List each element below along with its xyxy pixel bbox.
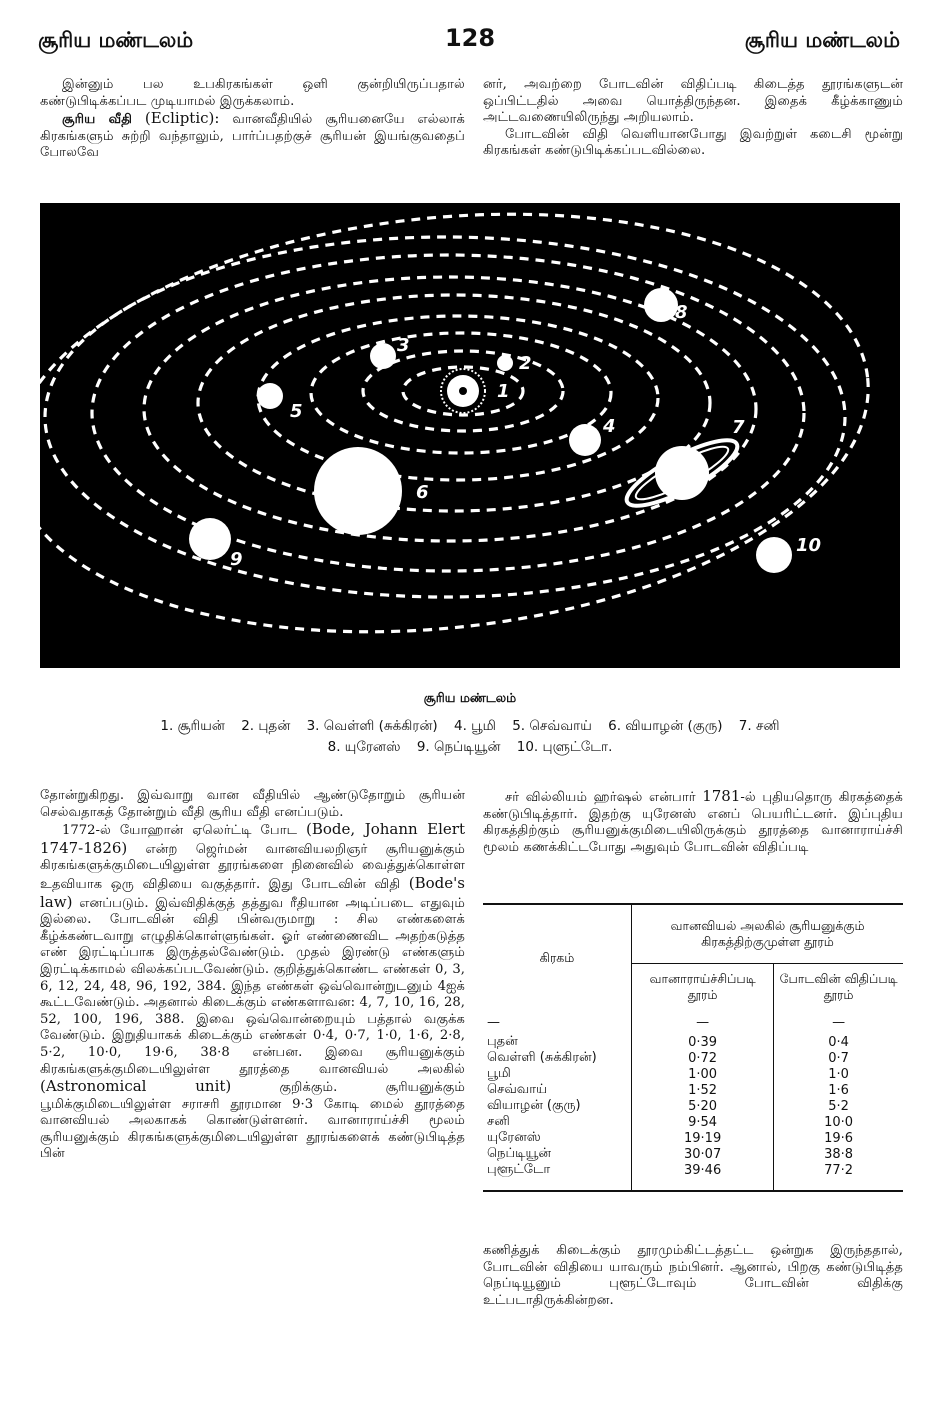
- orbit-label: 8: [675, 302, 688, 323]
- orbit-label: 7: [732, 417, 745, 438]
- orbit-label: 2: [519, 353, 532, 374]
- term-ecliptic-english: (Ecliptic):: [144, 109, 220, 128]
- saturn-planet: [655, 446, 709, 500]
- running-head-right: சூரிய மண்டலம்: [744, 28, 900, 52]
- table-cell-bode: 5·2: [828, 1098, 849, 1114]
- legend-item: 7. சனி: [738, 718, 780, 734]
- paragraph-text: -ல் புதியதொரு கிரகத்தைக் கண்டுபிடித்தார். இதற்கு யுரேனஸ் எனப் பெயரிட்டனர். இப்புதிய கிரகத்திற்கும் சூரியனுக்குமிடையிலிருக்கும் தூரத்தை வானாராய்ச்சி மூலம் கணக்கிட்டபோது அதுவும் போடவின் விதிப்படி: [483, 790, 903, 855]
- table-row: [483, 1082, 903, 1098]
- paragraph: போடவின் விதி வெளியானபோது இவற்றுள் கடைசி மூன்று கிரகங்கள் கண்டுபிடிக்கப்படவில்லை.: [483, 126, 903, 159]
- legend-item: 9. நெப்டியூன்: [416, 739, 501, 755]
- earth-planet: [569, 424, 601, 456]
- table-cell-bode: 0·4: [828, 1034, 849, 1050]
- mars-planet: [257, 383, 283, 409]
- solar-system-diagram: [40, 203, 900, 668]
- table-row: [483, 1098, 903, 1114]
- mercury-planet: [497, 355, 513, 371]
- col-header-planet: கிரகம்: [483, 904, 632, 1010]
- running-head-left: சூரிய மண்டலம்: [38, 28, 194, 52]
- jupiter-planet: [314, 447, 402, 535]
- legend-item: 10. புளுட்டோ.: [516, 739, 613, 755]
- paragraph: னர், அவற்றை போடவின் விதிப்படி கிடைத்த தூரங்களுடன் ஒப்பிட்டதில் அவை யொத்திருந்தன. இதைக் கீழ்க்காணும் அட்டவணையிலிருந்து அறியலாம்.: [483, 77, 903, 126]
- paragraph: [40, 110, 465, 162]
- orbit-label: 10: [796, 535, 822, 556]
- table-cell-observed: 5·20: [632, 1098, 774, 1114]
- table-row: [483, 1162, 903, 1191]
- table-cell-observed: 0·72: [632, 1050, 774, 1066]
- table-cell-observed: 1·00: [632, 1066, 774, 1082]
- table-row: [483, 1146, 903, 1162]
- legend-item: 1. சூரியன்: [160, 718, 225, 734]
- uranus-planet: [644, 288, 678, 322]
- year-1781: 1781: [702, 787, 741, 805]
- paragraph-text: வானவீதியில் சூரியனையே எல்லாக் கிரகங்களும் சுற்றி வந்தாலும், பார்ப்பதற்குச் சூரியன் இயங்குவதைப் போலவே: [40, 112, 465, 161]
- table-row: [483, 1010, 903, 1034]
- table-cell-planet: செவ்வாய்: [483, 1082, 632, 1098]
- figure-legend: [100, 716, 840, 758]
- top-right-column: [483, 77, 903, 160]
- table-cell-planet: யுரேனஸ்: [483, 1130, 632, 1146]
- orbit-label: 9: [230, 549, 243, 570]
- orbit-label: 4: [603, 416, 616, 437]
- orbit-label: 3: [397, 335, 410, 356]
- table-cell-bode: 1·6: [828, 1082, 849, 1098]
- orbit-group: [40, 203, 889, 668]
- paragraph: [40, 821, 465, 1163]
- table-cell-observed: 0·39: [632, 1034, 774, 1050]
- paragraph-text: என்ற ஜெர்மன் வானவியலறிஞர் சூரியனுக்கும் கிரகங்களுக்குமிடையிலுள்ள தூரங்களை நினைவில் வைத்துக்கொள்ள உதவியாக ஒரு விதியை வகுத்தார். இது போடவின் விதி: [40, 841, 465, 892]
- top-left-column: [40, 77, 465, 162]
- figure-caption-title: சூரிய மண்டலம்: [423, 690, 517, 705]
- bottom-right-column: [483, 788, 903, 856]
- paragraph: [483, 788, 903, 856]
- legend-item: 5. செவ்வாய்: [512, 718, 592, 734]
- table-cell-mark: —: [832, 1014, 846, 1030]
- table-cell-observed: 39·46: [632, 1162, 774, 1191]
- legend-item: 6. வியாழன் (குரு): [608, 718, 723, 734]
- legend-item: 2. புதன்: [241, 718, 291, 734]
- table-row: [483, 1034, 903, 1050]
- astronomical-unit-english: (Astronomical unit): [40, 1077, 232, 1096]
- paragraph: இன்னும் பல உபகிரகங்கள் ஒளி குன்றியிருப்பதால் கண்டுபிடிக்கப்பட முடியாமல் இருக்கலாம்.: [40, 77, 465, 109]
- table-row: [483, 1050, 903, 1066]
- term-ecliptic: சூரிய வீதி: [62, 112, 133, 128]
- table-cell-bode: 77·2: [824, 1162, 854, 1178]
- table-cell-bode: 0·7: [828, 1050, 849, 1066]
- distance-table-container: [483, 903, 903, 1192]
- orbit-label: 1: [497, 381, 510, 402]
- orbit-label: 6: [416, 482, 429, 503]
- table-row: [483, 1114, 903, 1130]
- venus-planet: [370, 343, 396, 369]
- paragraph: தோன்றுகிறது. இவ்வாறு வான வீதியில் ஆண்டுதோறும் சூரியன் செல்வதாகத் தோன்றும் வீதி சூரிய வீதி எனப்படும்.: [40, 788, 465, 820]
- table-cell-observed: 30·07: [632, 1146, 774, 1162]
- table-row: [483, 1130, 903, 1146]
- orbit-8: [45, 237, 845, 597]
- legend-item: 4. பூமி: [454, 718, 496, 734]
- page-number: 128: [444, 24, 496, 52]
- table-cell-observed: 1·52: [632, 1082, 774, 1098]
- col-header-observed: வானாராய்ச்சிப்படி தூரம்: [632, 964, 774, 1011]
- pluto-planet: [756, 537, 792, 573]
- distance-table: [483, 903, 903, 1192]
- col-header-group: வானவியல் அலகில் சூரியனுக்கும் கிரகத்திற்குமுள்ள தூரம்: [632, 904, 904, 964]
- table-cell-bode: 10·0: [824, 1114, 854, 1130]
- col-header-bode: போடவின் விதிப்படி தூரம்: [779, 971, 898, 1002]
- table-header-row: [483, 904, 903, 964]
- table-cell-planet: புளூட்டோ: [483, 1162, 632, 1191]
- table-cell-planet: வெள்ளி (சுக்கிரன்): [483, 1050, 632, 1066]
- table-row: [483, 1066, 903, 1082]
- legend-item: 3. வெள்ளி (சுக்கிரன்): [306, 718, 438, 734]
- solar-system-figure: [40, 203, 900, 668]
- sun-core: [459, 387, 467, 395]
- table-cell-planet: சனி: [483, 1114, 632, 1130]
- paragraph-text: 1772-ல் யோஹான் ஏலெர்ட்டி போட: [62, 823, 298, 839]
- table-cell-planet: புதன்: [483, 1034, 632, 1050]
- table-cell-bode: 19·6: [824, 1130, 854, 1146]
- paragraph-after-table: கணித்துக் கிடைக்கும் தூரமும்கிட்டத்தட்ட ஒன்றுக இருந்ததால், போடவின் விதியை யாவரும் நம்பினர். ஆனால், பிறகு கண்டுபிடித்த நெப்டியூனும் புளூட்டோவும் போடவின் விதிக்கு உட்படாதிருக்கின்றன.: [483, 1243, 903, 1308]
- table-cell-mark: —: [483, 1010, 632, 1034]
- neptune-planet: [189, 518, 231, 560]
- legend-item: 8. யுரேனஸ்: [327, 739, 401, 755]
- table-cell-planet: பூமி: [483, 1066, 632, 1082]
- paragraph-text: எனப்படும். இவ்விதிக்குத் தத்துவ ரீதியான அடிப்படை எதுவும் இல்லை. போடவின் விதி பின்வருமாறு : சில எண்களைக் கீழ்க்கண்டவாறு எழுதிக்கொள்ளுங்கள். ஓர் எண்ணைவிட அதற்கடுத்த எண் இரட்டிப்பாக இருத்தல்வேண்டும். முதல் இரண்டு எண்களும் இரட்டிக்காமல் விலக்கப்படவேண்டும். குறித்துக்கொண்ட எண்கள் 0, 3, 6, 12, 24, 48, 96, 192, 384. இந்த எண்கள் ஒவ்வொன்றுடனும் 4ஐக் கூட்டவேண்டும். அதனால் கிடைக்கும் எண்களாவன: 4, 7, 10, 16, 28, 52, 100, 196, 388. இவை ஒவ்வொன்றையும் பத்தால் வகுக்க வேண்டும். இறுதியாகக் கிடைக்கும் எண்கள் 0·4, 0·7, 1·0, 1·6, 2·8, 5·2, 10·0, 19·6, 38·8 என்பன. இவை சூரியனுக்கும் கிரகங்களுக்குமிடையிலுள்ள தூரத்தை வானவியல் அலகில்: [40, 895, 465, 1077]
- paragraph-text: சர் வில்லியம் ஹர்ஷல் என்பார்: [505, 790, 696, 805]
- table-cell-bode: 38·8: [824, 1146, 854, 1162]
- bodes-law-english: (Bode's law): [40, 873, 465, 911]
- orbit-label-group: [230, 302, 821, 570]
- table-cell-observed: 19·19: [632, 1130, 774, 1146]
- table-cell-observed: 9·54: [632, 1114, 774, 1130]
- paragraph-text: குறிக்கும். சூரியனுக்கும் பூமிக்குமிடையிலுள்ள சராசரி தூரமான 9·3 கோடி மைல் தூரத்தை வானவியல் அலகாகக் கொண்டுள்ளனர். வானாராய்ச்சி மூலம் சூரியனுக்கும் கிரகங்களுக்குமிடையிலுள்ள தூரங்களைக் கண்டுபிடித்த பின்: [40, 1080, 465, 1162]
- table-cell-planet: வியாழன் (குரு): [483, 1098, 632, 1114]
- table-cell-planet: நெப்டியூன்: [483, 1146, 632, 1162]
- orbit-label: 5: [290, 401, 303, 422]
- table-cell-mark: —: [632, 1010, 774, 1034]
- bottom-left-column: [40, 788, 465, 1163]
- table-cell-bode: 1·0: [828, 1066, 849, 1082]
- bode-name-english: (Bode, Johann Elert 1747-1826): [40, 820, 465, 857]
